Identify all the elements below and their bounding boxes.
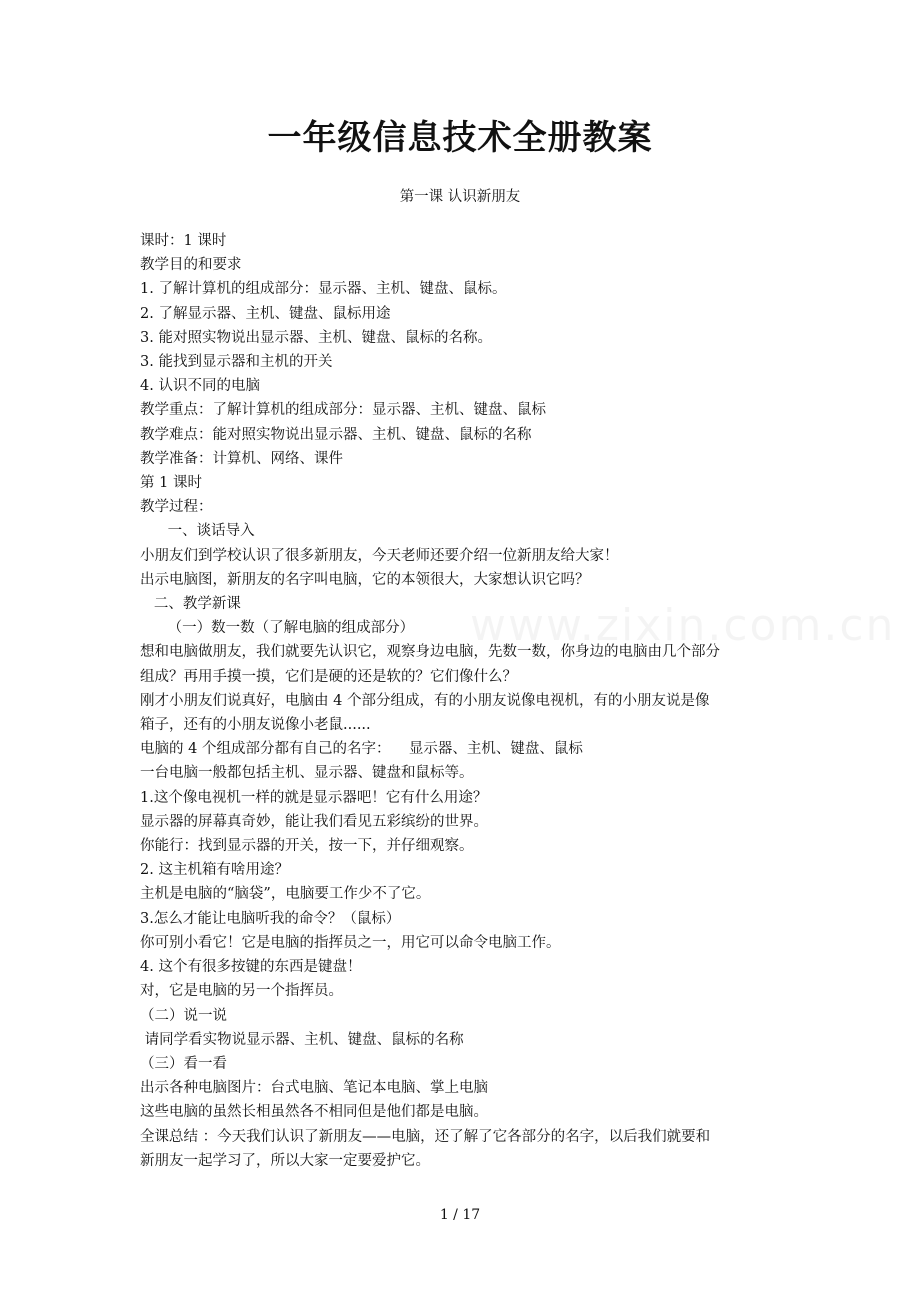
text-line: 1. 了解计算机的组成部分：显示器、主机、键盘、鼠标。: [140, 281, 507, 298]
text-line: 全课总结 ：今天我们认识了新朋友——电脑，还了解了它各部分的名字，以后我们就要和: [140, 1128, 711, 1145]
text-line: 你可别小看它！它是电脑的指挥员之一，用它可以命令电脑工作。: [140, 934, 561, 951]
text-line: 3.怎么才能让电脑听我的命令？（鼠标）: [140, 910, 401, 927]
text-line: 教学重点：了解计算机的组成部分：显示器、主机、键盘、鼠标: [140, 402, 546, 419]
page-indicator: 1 / 17: [439, 1207, 481, 1223]
text-line: （二）说一说: [140, 1007, 227, 1024]
text-line: 3. 能对照实物说出显示器、主机、键盘、鼠标的名称。: [140, 329, 492, 346]
text-line: 一、谈话导入: [140, 523, 255, 540]
text-line: 课时：1 课时: [140, 233, 227, 249]
text-line: 主机是电脑的“脑袋”，电脑要工作少不了它。: [140, 886, 431, 903]
text-line: 教学难点：能对照实物说出显示器、主机、键盘、鼠标的名称: [140, 426, 532, 443]
text-line: 对，它是电脑的另一个指挥员。: [140, 983, 343, 1000]
text-line: 第 1 课时: [140, 475, 202, 492]
text-line: （一）数一数（了解电脑的组成部分）: [140, 620, 415, 637]
text-line: 组成？再用手摸一摸，它们是硬的还是软的？它们像什么？: [140, 668, 517, 685]
text-line: 出示各种电脑图片：台式电脑、笔记本电脑、掌上电脑: [140, 1080, 488, 1097]
text-line: 这些电脑的虽然长相虽然各不相同但是他们都是电脑。: [140, 1104, 488, 1121]
text-line: 刚才小朋友们说真好，电脑由 4 个部分组成，有的小朋友说像电视机，有的小朋友说是像: [140, 692, 710, 709]
text-line: 4. 这个有很多按键的东西是键盘！: [140, 959, 362, 976]
text-line: 电脑的 4 个组成部分都有自己的名字： 显示器、主机、键盘、鼠标: [140, 741, 583, 758]
text-line: 想和电脑做朋友，我们就要先认识它，观察身边电脑，先数一数，你身边的电脑由几个部分: [140, 644, 720, 661]
text-line: 显示器的屏幕真奇妙，能让我们看见五彩缤纷的世界。: [140, 813, 488, 830]
text-line: 4. 认识不同的电脑: [140, 378, 260, 395]
text-line: 新朋友一起学习了，所以大家一定要爱护它。: [140, 1152, 430, 1169]
text-line: 2. 这主机箱有啥用途？: [140, 862, 289, 879]
text-line: 教学准备：计算机、网络、课件: [140, 450, 343, 467]
text-line: 箱子，还有的小朋友说像小老鼠......: [140, 717, 371, 734]
text-line: （三）看一看: [140, 1055, 227, 1072]
text-line: 小朋友们到学校认识了很多新朋友，今天老师还要介绍一位新朋友给大家！: [140, 547, 619, 564]
lesson-title: 第一课 认识新朋友: [399, 189, 521, 205]
text-line: 1.这个像电视机一样的就是显示器吧！它有什么用途？: [140, 789, 488, 806]
text-line: 2. 了解显示器、主机、键盘、鼠标用途: [140, 305, 391, 322]
text-line: 3. 能找到显示器和主机的开关: [140, 354, 333, 371]
text-line: 一台电脑一般都包括主机、显示器、键盘和鼠标等。: [140, 765, 474, 782]
document-title: 一年级信息技术全册教案: [267, 118, 653, 158]
text-line: 请同学看实物说显示器、主机、键盘、鼠标的名称: [140, 1031, 464, 1048]
text-line: 出示电脑图，新朋友的名字叫电脑，它的本领很大，大家想认识它吗？: [140, 571, 590, 588]
text-line: 你能行：找到显示器的开关，按一下，并仔细观察。: [140, 838, 474, 855]
text-line: 二、教学新课: [140, 596, 241, 613]
text-line: 教学过程：: [140, 499, 213, 516]
text-line: 教学目的和要求: [140, 257, 242, 274]
lesson-body: [140, 229, 785, 1173]
